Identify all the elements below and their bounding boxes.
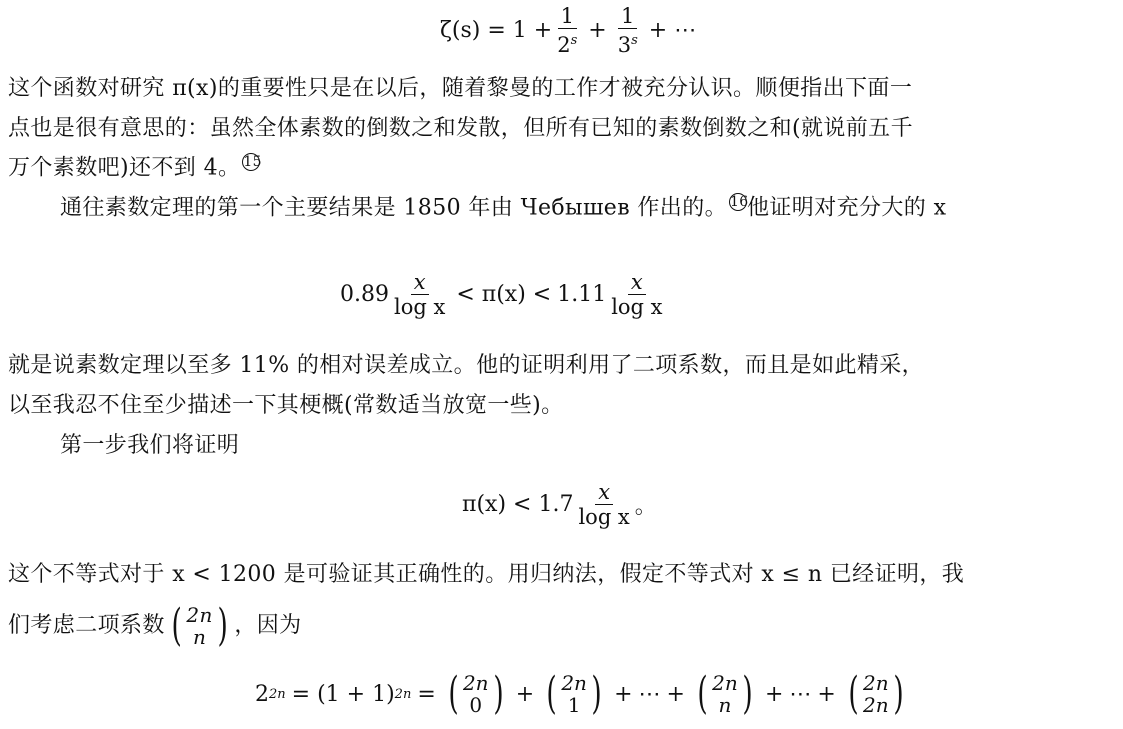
binom-2n-0: ( 2n 0 ) (448, 668, 504, 719)
para1-line1: 这个函数对研究 π(x)的重要性只是在以后，随着黎曼的工作才被充分认识。顺便指出下面一 (8, 76, 913, 101)
para5-line2: 们考虑二项系数 ( 2n n ) ，因为 (8, 600, 302, 651)
chebyshev-inequality: 0.89 $\frac{x}{\text{log x}}$ < π(x) < 1.11 $\frac{x}{\text{log x}}$ (340, 270, 663, 319)
binomial-2n-n: ( 2n n ) (171, 600, 228, 651)
zeta-term-3: $\frac{1}{3^s}$ (617, 4, 638, 57)
para2-line1: 通往素数定理的第一个主要结果是 1850 年由 Чебышев 作出的。 16他证明对充分大的 x (60, 194, 947, 221)
binom-2n-2n: ( 2n 2n ) (848, 668, 904, 719)
para1-line3: 万个素数吧)还不到 4。 15 (8, 154, 262, 181)
para3-line1: 就是说素数定理以至多 11% 的相对误差成立。他的证明利用了二项系数，而且是如此精采， (8, 353, 925, 378)
zeta-lhs: ζ(s) = 1 + (440, 18, 553, 43)
para3-line2: 以至我忍不住至少描述一下其梗概(常数适当放宽一些)。 (8, 393, 564, 418)
footnote-marker-16: 16 (730, 194, 749, 210)
binom-2n-n-term: ( 2n n ) (697, 668, 753, 719)
step1-inequality: π(x) < 1.7 $\frac{x}{\text{log x}}$ 。 (462, 480, 657, 529)
para4-line1: 第一步我们将证明 (60, 433, 240, 458)
zeta-formula: ζ(s) = 1 + $\frac{1}{2^s}$ + $\frac{1}{3^s}$ + ⋯ (440, 4, 697, 57)
binomial-expansion: 2 2n = (1 + 1) 2n = ( 2n 0 ) + ( 2n 1 ) + ⋯ + ( 2n n ) + ⋯ + ( 2n 2n ) (255, 672, 910, 716)
zeta-term-2: $\frac{1}{2^s}$ (557, 4, 578, 57)
para5-line1: 这个不等式对于 x < 1200 是可验证其正确性的。用归纳法，假定不等式对 x ≤ n 已经证明，我 (8, 562, 965, 587)
para1-line2: 点也是很有意思的：虽然全体素数的倒数之和发散，但所有已知的素数倒数之和(就说前五千 (8, 116, 913, 141)
binom-2n-1: ( 2n 1 ) (546, 668, 602, 719)
footnote-marker-15: 15 (243, 154, 262, 170)
